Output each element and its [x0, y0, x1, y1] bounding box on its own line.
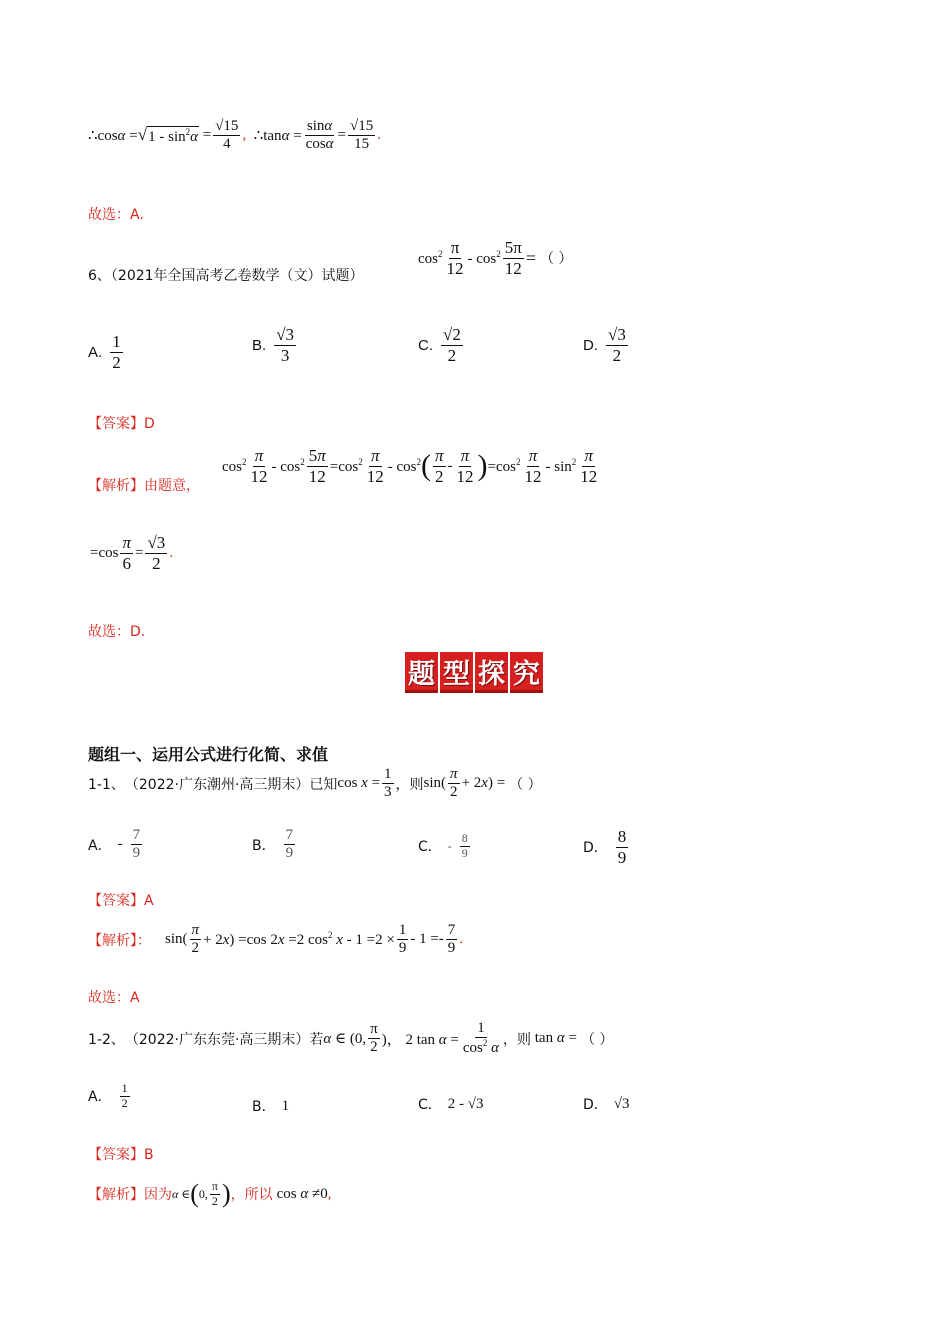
q12-option-b[interactable]: B． 1 — [252, 1097, 290, 1115]
q11-option-b[interactable]: B． $\frac{7}{9}$ — [252, 827, 294, 862]
banner-char: 型 — [440, 652, 473, 693]
q12-answer: 【答案】B — [88, 1147, 154, 1163]
q12-analysis-label: 【解析】因为 — [88, 1187, 172, 1204]
q11-then: ，则 — [395, 776, 424, 793]
q6-analysis-line2: =cos $\frac{\pi}{6}$ = $\frac{√3}{2}$ . — [90, 533, 174, 573]
q12-option-d[interactable]: D． √3 — [583, 1095, 630, 1113]
q11-choose: 故选：A — [88, 990, 140, 1006]
q12-option-a[interactable]: A． $\frac{1}{2}$ — [88, 1081, 128, 1110]
banner-char: 究 — [510, 652, 543, 693]
q11-option-d[interactable]: D． $\frac{8}{9}$ — [583, 827, 627, 867]
q11-analysis: 【解析】： sin( $\frac{\pi}{2}$ + 2x) =cos 2x =2 $\cos^2 x - 1 =2$ × $\frac{1}{9}$ - 1 =- $\frac{7}{9}$ . — [88, 922, 464, 957]
q6-source: （2021年全国高考乙卷数学（文）试题） — [110, 268, 364, 284]
section-banner — [405, 652, 543, 693]
q12-analysis: 【解析】因为 α ∈ ( 0, $\frac{\pi}{2}$ ) ，所以 cos α ≠0 , — [88, 1179, 332, 1209]
q12-blank: （ ） — [580, 1031, 614, 1048]
q6-expression: $\cos^2$ $\frac{\pi}{12}$ - $\cos^2$ $\frac{5\pi}{12}$ = （ ） — [418, 238, 573, 278]
q11-stem: 1-1、 （2022·广东潮州·高三期末）已知 cos x = $\frac{1}{3}$ ，则 sin( $\frac{\pi}{2}$ + 2x) = （ ） — [88, 766, 542, 801]
q11-answer: 【答案】A — [88, 893, 154, 909]
prev-step-line: ∴cosα = √ $1 - \sin^2\alpha$ = $\frac{√15}{4}$ , ∴tanα = $\frac{\sin\alpha}{\cos\alpha}$ = $\frac{√15}{15}$ . — [88, 118, 381, 153]
q6-blank: （ ） — [540, 251, 573, 268]
q11-number: 1-1、 — [88, 776, 125, 793]
q11-source: （2022·广东潮州·高三期末）已知 — [124, 776, 338, 793]
q6-option-c[interactable]: C. $\frac{√2}{2}$ — [418, 325, 461, 365]
q6-choose: 故选：D. — [88, 624, 146, 640]
q12-source: （2022·广东东莞·高三期末）若 — [124, 1031, 324, 1048]
q12-stem: 1-2、 （2022·广东东莞·高三期末）若 α ∈ (0, $\frac{\pi}{2}$ )， 2 tan α = $\frac{1}{\cos^2 \alpha}$ ，则 tan α = （ ） — [88, 1020, 614, 1057]
prev-choose: 故选：A. — [88, 207, 144, 223]
banner-char: 探 — [475, 652, 508, 693]
banner-char: 题 — [405, 652, 438, 693]
q11-option-c[interactable]: C． - $\frac{8}{9}$ — [418, 831, 468, 860]
q12-so-label: ，所以 — [230, 1187, 273, 1204]
q6-answer: 【答案】D — [88, 416, 155, 432]
q11-blank: （ ） — [509, 776, 542, 793]
group-title: 题组一、运用公式进行化简、求值 — [88, 745, 329, 764]
q11-option-a[interactable]: A． - $\frac{7}{9}$ — [88, 827, 141, 862]
q6-option-d[interactable]: D. $\frac{√3}{2}$ — [583, 325, 626, 365]
q12-option-c[interactable]: C． 2 - √3 — [418, 1095, 484, 1113]
q6-option-a[interactable]: A. $\frac{1}{2}$ — [88, 332, 121, 372]
q11-analysis-label: 【解析】： — [88, 932, 151, 949]
q6-analysis-line1: $\cos^2$ $\frac{\pi}{12}$ - $\cos^2$ $\frac{5\pi}{12}$ $=\cos^2$ $\frac{\pi}{12}$ - $\cos^2$ ( $\frac{\pi}{2}$ - $\frac{\pi}{12}$ ) $=\cos^2$ $\frac{\pi}{12}$ - $\sin^2$ $\frac{\pi}{12}$ — [222, 446, 598, 486]
q6-option-b[interactable]: B. $\frac{√3}{3}$ — [252, 325, 295, 365]
q6-stem — [88, 265, 364, 285]
q6-analysis-label: 【解析】由题意， — [88, 478, 200, 494]
q12-then: ，则 — [503, 1031, 532, 1048]
q6-number: 6、 — [88, 268, 111, 284]
q12-number: 1-2、 — [88, 1031, 125, 1048]
